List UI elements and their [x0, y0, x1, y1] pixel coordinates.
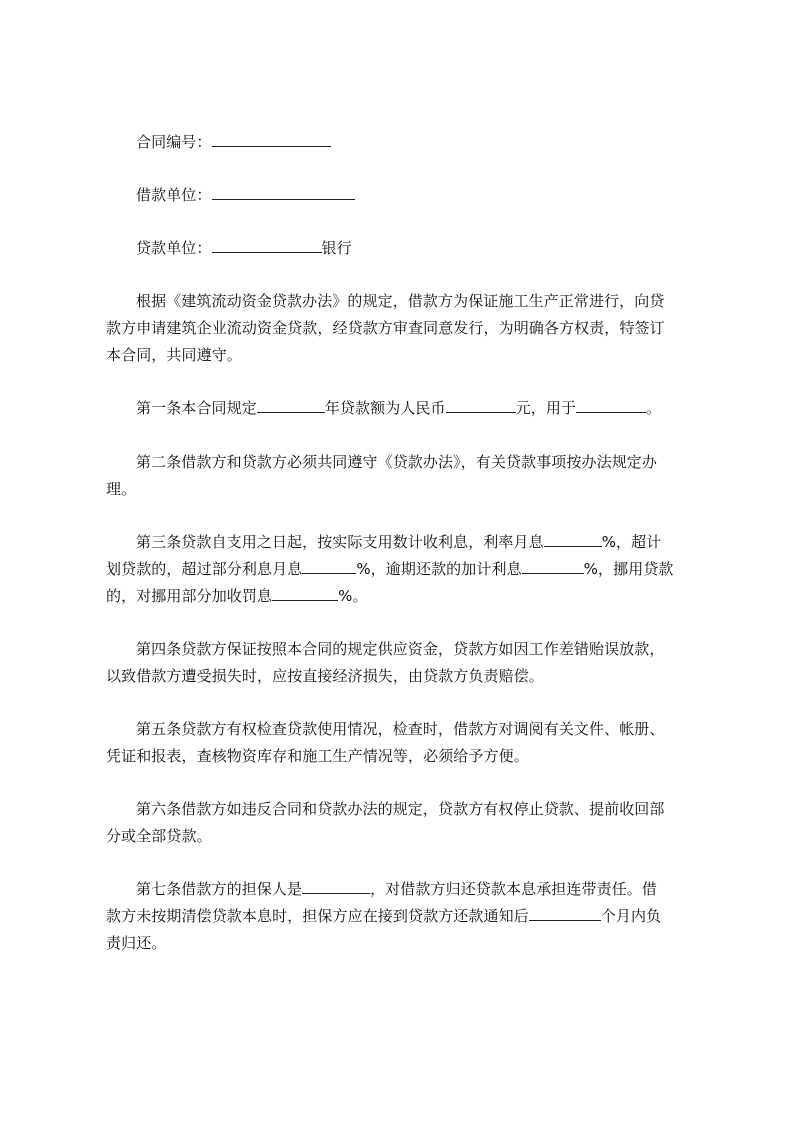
article-4-line-1: 第四条贷款方保证按照本合同的规定供应资金，贷款方如因工作差错贻误放款， [136, 640, 665, 658]
article-6-line-1: 第六条借款方如违反合同和贷款办法的规定，贷款方有权停止贷款、提前收回部 [136, 800, 665, 818]
borrower-label: 借款单位： [136, 186, 212, 204]
article-1-text-4: 。 [646, 399, 662, 417]
article-7-guarantor-blank[interactable] [302, 879, 370, 894]
article-3-line-2 [106, 559, 674, 579]
article-1-purpose-blank[interactable] [576, 398, 646, 413]
article-3-overdue-rate-blank[interactable] [522, 559, 584, 574]
contract-number-label: 合同编号： [136, 133, 212, 151]
article-3-line-3 [106, 586, 368, 606]
article-7-months-blank[interactable] [529, 906, 601, 921]
article-7-line-2 [106, 906, 661, 926]
article-4-line-2: 以致借款方遭受损失时，应按直接经济损失，由贷款方负责赔偿。 [106, 667, 544, 685]
article-3-monthly-rate-blank[interactable] [544, 532, 602, 547]
article-3-text-4: %，逾期还款的加计利息 [356, 560, 522, 578]
article-3-text-7: %。 [338, 587, 368, 605]
preamble-line-2: 款方申请建筑企业流动资金贷款，经贷款方审查同意发行，为明确各方权责，特签订 [106, 319, 665, 337]
article-2-line-1: 第二条借款方和贷款方必须共同遵守《贷款办法》，有关贷款事项按办法规定办 [136, 453, 658, 471]
article-7-text-3: 款方未按期清偿贷款本息时，担保方应在接到贷款方还款通知后 [106, 907, 529, 925]
article-3-text-2: %，超计 [601, 533, 662, 551]
article-7-text-4: 个月内负 [600, 907, 662, 925]
article-1-year-blank[interactable] [257, 398, 325, 413]
borrower-row [136, 185, 355, 205]
article-3-text-6: 的，对挪用部分加收罚息 [106, 587, 273, 605]
article-5-line-2: 凭证和报表，查核物资库存和施工生产情况等，必须给予方便。 [106, 747, 529, 765]
lender-row [136, 238, 352, 258]
article-1 [136, 398, 661, 418]
article-3-line-1 [136, 532, 661, 552]
lender-blank[interactable] [212, 238, 322, 253]
article-1-amount-blank[interactable] [446, 398, 516, 413]
contract-number-blank[interactable] [212, 132, 331, 147]
article-7-line-1 [136, 879, 657, 899]
article-7-text-2: ，对借款方归还贷款本息承担连带责任。借 [370, 880, 658, 898]
article-3-text-5: %，挪用贷款 [583, 560, 674, 578]
article-1-text-1: 第一条本合同规定 [136, 399, 257, 417]
lender-label: 贷款单位： [136, 239, 212, 257]
contract-number-row [136, 132, 331, 152]
article-1-text-3: 元，用于 [515, 399, 577, 417]
article-3-excess-rate-blank[interactable] [302, 559, 356, 574]
article-1-text-2: 年贷款额为人民币 [324, 399, 446, 417]
article-3-text-3: 划贷款的，超过部分利息月息 [106, 560, 303, 578]
lender-suffix: 银行 [321, 239, 352, 257]
borrower-blank[interactable] [212, 185, 355, 200]
article-7-line-3: 责归还。 [106, 934, 167, 952]
article-3-text-1: 第三条贷款自支用之日起，按实际支用数计收利息，利率月息 [136, 533, 544, 551]
preamble-line-1: 根据《建筑流动资金贷款办法》的规定，借款方为保证施工生产正常进行，向贷 [136, 292, 665, 310]
preamble-line-3: 本合同，共同遵守。 [106, 346, 242, 364]
article-2-line-2: 理。 [106, 480, 137, 498]
article-7-text-1: 第七条借款方的担保人是 [136, 880, 303, 898]
article-3-penalty-rate-blank[interactable] [272, 586, 338, 601]
article-5-line-1: 第五条贷款方有权检查贷款使用情况，检查时，借款方对调阅有关文件、帐册、 [136, 720, 665, 738]
article-6-line-2: 分或全部贷款。 [106, 827, 212, 845]
